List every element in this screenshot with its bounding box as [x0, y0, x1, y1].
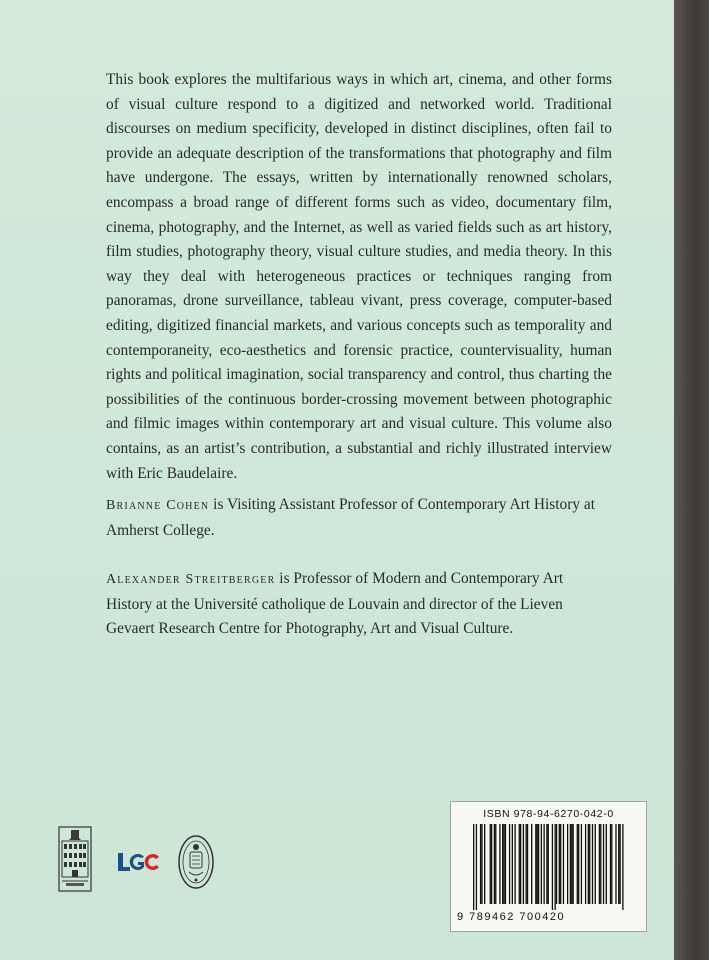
book-edge-background — [674, 0, 709, 960]
barcode-bar — [615, 824, 616, 904]
barcode-bar — [611, 824, 612, 904]
university-seal-logo — [177, 834, 215, 890]
lgc-logo — [115, 850, 162, 874]
author-name: Alexander Streitberger — [106, 572, 276, 587]
barcode-bar — [541, 824, 542, 904]
barcode-bar — [556, 824, 557, 904]
isbn-number: ISBN 978-94-6270-042-0 — [483, 808, 614, 820]
barcode-bar — [502, 824, 503, 904]
barcode-bar — [491, 824, 492, 904]
barcode-bar — [555, 824, 556, 910]
barcode-bar — [552, 824, 553, 910]
barcode-bar — [588, 824, 589, 904]
barcode-bar — [560, 824, 561, 904]
barcode-bar — [592, 824, 593, 904]
isbn-barcode — [450, 801, 647, 932]
barcode-bar — [481, 824, 482, 904]
author-bio-streitberger — [106, 567, 612, 642]
barcode-bar — [570, 824, 571, 904]
barcode-digits: 9 789462 700420 — [457, 911, 566, 923]
barcode-bar — [505, 824, 506, 904]
barcode-bar — [585, 824, 586, 904]
barcode-bar — [603, 824, 604, 904]
barcode-bar — [495, 824, 496, 904]
barcode-bar — [572, 824, 573, 904]
barcode-bar — [571, 824, 572, 904]
barcode-bar — [546, 824, 547, 904]
barcode-bar — [589, 824, 590, 904]
blurb-paragraph: This book explores the multifarious ways in which art, cinema, and other forms of visual culture respond to a digitized and networked world. Traditional discourses on medium specificity, developed in distinct disciplines, often fail to provide an adequate description of the transformations that photography and film have undergone. The essays, written by internationally renowned scholars, encompass a broad range of different forms such as video, documentary film, cinema, photography, and the Internet, as well as varied fields such as art history, film studies, photography theory, visual culture studies, and media theory. In this way they deal with heterogeneous practices or techniques ranging from panoramas, drone surveillance, tableau vivant, press coverage, computer-based editing, digitized financial markets, and various concepts such as temporality and contemporaneity, eco-aesthetics and forensic practice, countervisuality, human rights and political imagination, social transparency and control, thus charting the possibilities of the continuous border-crossing movement between photographic and filmic images within contemporary art and visual culture. This volume also contains, as an artist’s contribution, a substantial and richly illustrated interview with Eric Baudelaire. — [106, 71, 612, 482]
barcode-bar — [535, 824, 536, 904]
barcode-bar — [476, 824, 477, 910]
barcode-bar — [494, 824, 495, 904]
barcode-bar — [599, 824, 600, 904]
barcode-bar — [578, 824, 579, 904]
barcode-bar — [581, 824, 582, 904]
barcode-bar — [622, 824, 623, 910]
barcode-bar — [543, 824, 544, 904]
barcode-bar — [537, 824, 538, 904]
barcode-bar — [512, 824, 513, 904]
barcode-bar — [559, 824, 560, 904]
barcode-bars — [473, 824, 625, 910]
barcode-bar — [509, 824, 510, 904]
barcode-bar — [490, 824, 491, 904]
barcode-bar — [503, 824, 504, 904]
barcode-bar — [523, 824, 524, 904]
barcode-bar — [619, 824, 620, 904]
barcode-bar — [600, 824, 601, 904]
barcode-bar — [618, 824, 619, 904]
barcode-bar — [538, 824, 539, 904]
barcode-bar — [480, 824, 481, 904]
barcode-bar — [473, 824, 474, 910]
author-bio-cohen — [106, 493, 612, 543]
author-name: Brianne Cohen — [106, 498, 210, 513]
barcode-bar — [567, 824, 568, 904]
barcode-bar — [610, 824, 611, 904]
barcode-bar — [548, 824, 549, 904]
barcode-bar — [563, 824, 564, 904]
barcode-bar — [519, 824, 520, 904]
barcode-bar — [526, 824, 527, 904]
author-bio-text: is Professor of Modern and Contemporary Art History at the Université catholique de Louvain and director of the Lieven Gevaert Research Centre for Photography, Art and Visual Culture. — [106, 570, 564, 638]
barcode-bar — [499, 824, 500, 904]
barcode-bar — [531, 824, 532, 904]
barcode-bar — [527, 824, 528, 904]
barcode-bar — [484, 824, 485, 904]
barcode-bar — [606, 824, 607, 904]
barcode-bar — [520, 824, 521, 904]
barcode-bar — [595, 824, 596, 904]
barcode-bar — [514, 824, 515, 904]
barcode-bar — [577, 824, 578, 904]
author-bio-text: is Visiting Assistant Professor of Contemporary Art History at Amherst College. — [106, 496, 596, 539]
university-building-logo — [58, 826, 92, 892]
